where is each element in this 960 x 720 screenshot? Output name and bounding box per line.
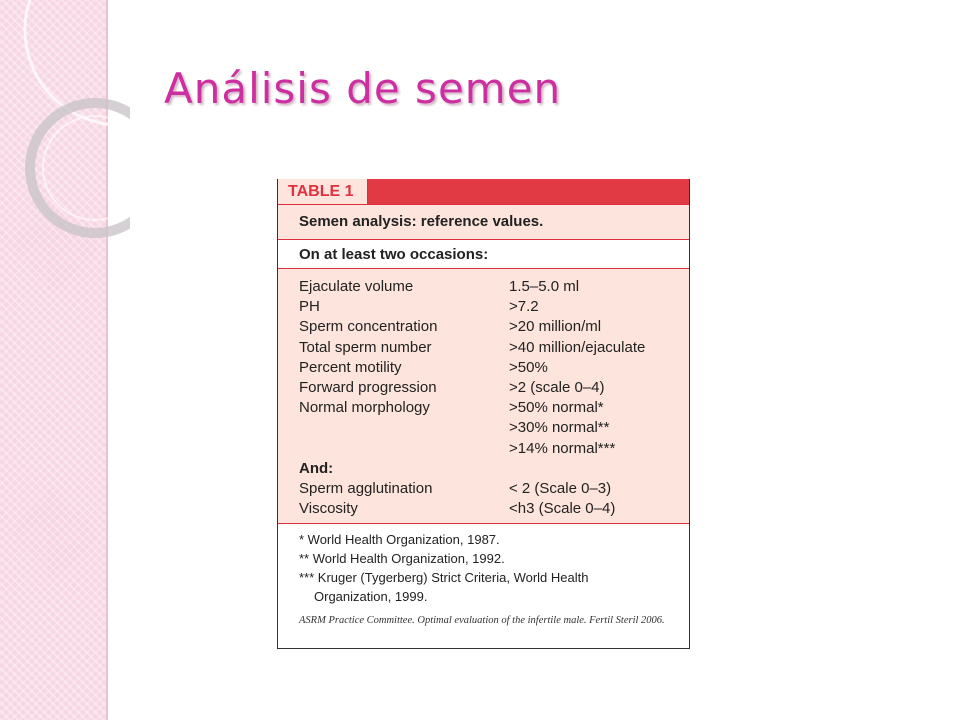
row-value: >2 (scale 0–4) bbox=[509, 378, 605, 396]
footnote: ** World Health Organization, 1992. bbox=[299, 551, 505, 566]
slide-title: Análisis de semen bbox=[164, 64, 562, 113]
table-source: ASRM Practice Committee. Optimal evaluation of the infertile male. Fertil Steril 2006. bbox=[299, 615, 665, 626]
row-parameter: Ejaculate volume bbox=[299, 278, 414, 295]
table-row bbox=[299, 338, 689, 358]
row-value: < 2 (Scale 0–3) bbox=[509, 479, 612, 497]
table-row bbox=[299, 499, 689, 519]
table-row bbox=[299, 479, 689, 499]
row-parameter bbox=[299, 439, 509, 459]
row-value: >50% bbox=[509, 358, 548, 376]
row-parameter: Sperm agglutination bbox=[299, 479, 433, 497]
row-parameter bbox=[299, 418, 509, 438]
table-row bbox=[299, 418, 689, 438]
footnote: *** Kruger (Tygerberg) Strict Criteria, World Health bbox=[299, 570, 589, 585]
table-row bbox=[299, 358, 689, 378]
table-footnotes bbox=[278, 523, 689, 648]
row-value: >7.2 bbox=[509, 298, 539, 316]
table-row bbox=[299, 297, 689, 317]
row-parameter: Percent motility bbox=[299, 358, 402, 376]
table-condition: On at least two occasions: bbox=[278, 239, 689, 269]
row-parameter: Viscosity bbox=[299, 500, 358, 518]
table-row bbox=[299, 439, 689, 459]
table-header-bar bbox=[368, 179, 689, 204]
row-parameter: Forward progression bbox=[299, 378, 437, 396]
table-row bbox=[299, 378, 689, 398]
decorative-circles bbox=[0, 0, 130, 260]
footnote: Organization, 1999. bbox=[314, 589, 428, 604]
row-parameter: Total sperm number bbox=[299, 338, 432, 356]
row-parameter: Normal morphology bbox=[299, 399, 430, 417]
table-row bbox=[299, 277, 689, 297]
table-title: Semen analysis: reference values. bbox=[278, 204, 689, 238]
row-value: >50% normal* bbox=[509, 399, 604, 417]
and-label: And: bbox=[299, 459, 334, 477]
row-value: >30% normal** bbox=[509, 419, 610, 437]
table-label: TABLE 1 bbox=[278, 179, 368, 204]
row-value: >40 million/ejaculate bbox=[509, 338, 646, 356]
values-body bbox=[278, 277, 689, 523]
row-parameter: Sperm concentration bbox=[299, 318, 438, 336]
row-value: >14% normal*** bbox=[509, 439, 616, 457]
and-row bbox=[299, 459, 689, 479]
row-parameter: PH bbox=[299, 298, 320, 316]
row-value: 1.5–5.0 ml bbox=[509, 278, 580, 295]
footnote: * World Health Organization, 1987. bbox=[299, 532, 500, 547]
row-value: <h3 (Scale 0–4) bbox=[509, 500, 616, 518]
table-row bbox=[299, 398, 689, 418]
reference-values-table bbox=[277, 179, 690, 649]
row-value: >20 million/ml bbox=[509, 318, 602, 336]
table-row bbox=[299, 317, 689, 337]
